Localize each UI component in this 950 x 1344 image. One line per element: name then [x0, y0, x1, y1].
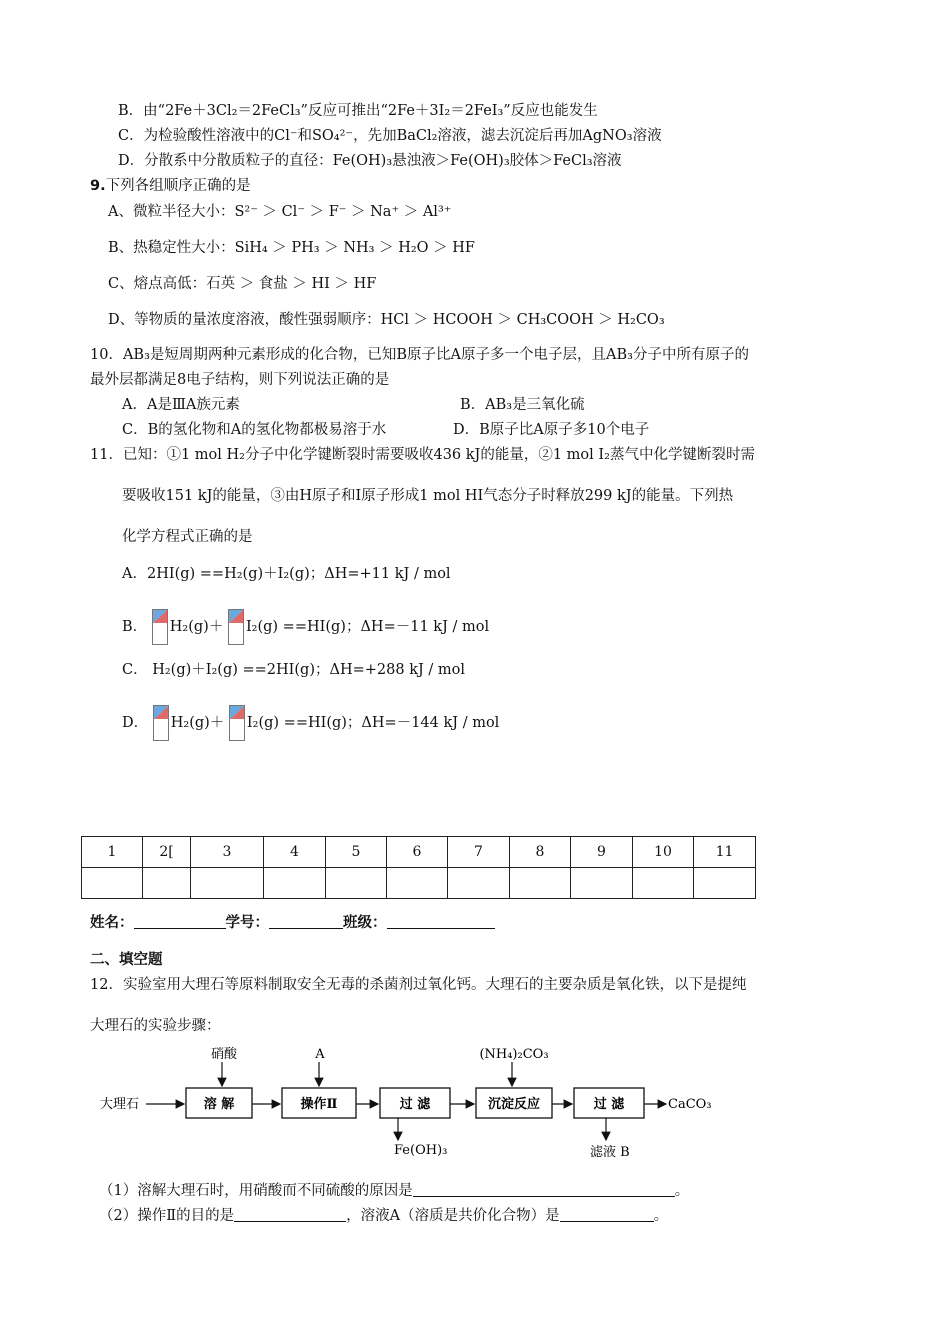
q12-line1: 12．实验室用大理石等原料制取安全无毒的杀菌剂过氧化钙。大理石的主要杂质是氧化铁，以下是提纯: [90, 977, 747, 993]
q12-sub1-end: 。: [674, 1183, 690, 1199]
q11-line3: 化学方程式正确的是: [122, 529, 253, 545]
answer-number: 4: [264, 837, 326, 868]
q11-option-d: [122, 705, 499, 741]
q12-sub2-end: 。: [653, 1208, 669, 1224]
section-title: 二、填空题: [90, 952, 163, 968]
q11-option-b: [122, 609, 489, 645]
answer-number: 8: [510, 837, 571, 868]
q9-option-b: B、热稳定性大小：SiH₄ ＞ PH₃ ＞ NH₃ ＞ H₂O ＞ HF: [108, 240, 475, 256]
flow-step-precipitation-label: 沉淀反应: [487, 1097, 541, 1112]
q11-option-b-part1: H₂(g)＋: [169, 619, 224, 635]
q11-line2: 要吸收151 kJ的能量，③由H原子和I原子形成1 mol HI气态分子时释放299 kJ的能量。下列热: [122, 488, 734, 504]
answer-table: [81, 836, 756, 899]
answer-cell[interactable]: [387, 868, 448, 899]
flow-step-dissolve-label: 溶 解: [203, 1097, 235, 1112]
answer-number: 11: [694, 837, 756, 868]
answer-cell[interactable]: [264, 868, 326, 899]
flow-output-feoh3: Fe(OH)₃: [394, 1143, 448, 1158]
q8-option-b: B．由“2Fe＋3Cl₂＝2FeCl₃”反应可推出“2Fe＋3I₂＝2FeI₃”反应也能发生: [118, 103, 598, 119]
flow-step-operation-2-label: 操作Ⅱ: [300, 1097, 338, 1112]
q11-option-d-part1: H₂(g)＋: [170, 715, 225, 731]
answer-cell[interactable]: [143, 868, 191, 899]
q10-option-d: D．B原子比A原子多10个电子: [453, 422, 650, 438]
answer-cell[interactable]: [82, 868, 143, 899]
answer-number: 2[: [143, 837, 191, 868]
q9-option-a: A、微粒半径大小：S²⁻ ＞ Cl⁻ ＞ F⁻ ＞ Na⁺ ＞ Al³⁺: [108, 204, 452, 220]
flow-end-caco3: CaCO₃: [668, 1097, 712, 1112]
answer-cell[interactable]: [326, 868, 387, 899]
q11-option-c: C． H₂(g)＋I₂(g) ==2HI(g)；ΔH=+288 kJ / mol: [122, 662, 466, 678]
q11-option-b-label: B．: [122, 619, 148, 635]
flow-step-filter-2-label: 过 滤: [593, 1097, 625, 1112]
class-field[interactable]: [387, 912, 495, 929]
answer-number: 9: [571, 837, 633, 868]
answer-number: 3: [191, 837, 264, 868]
q9-stem: [90, 176, 251, 196]
answer-number: 6: [387, 837, 448, 868]
name-label: 姓名：: [90, 915, 134, 931]
q12-sub1: [99, 1180, 689, 1201]
purification-flowchart: [100, 1042, 720, 1164]
flow-step-filter-1-label: 过 滤: [399, 1097, 431, 1112]
flow-start-label: 大理石: [100, 1097, 140, 1112]
student-info-row: [90, 912, 495, 933]
answer-cell[interactable]: [191, 868, 264, 899]
answer-table-header-row: [82, 837, 756, 868]
q10-line2: 最外层都满足8电子结构，则下列说法正确的是: [90, 372, 390, 388]
q11-option-d-label: D．: [122, 715, 149, 731]
q9-option-d: D、等物质的量浓度溶液，酸性强弱顺序：HCl ＞ HCOOH ＞ CH₃COOH ＞ H₂CO₃: [108, 312, 665, 328]
broken-fraction-image-icon: [229, 705, 245, 741]
flow-input-ammonium-carbonate: (NH₄)₂CO₃: [479, 1047, 549, 1062]
q12-sub2-answer-field-1[interactable]: [234, 1205, 346, 1222]
answer-cell[interactable]: [448, 868, 510, 899]
q12-sub2-text: （2）操作Ⅱ的目的是: [99, 1208, 235, 1224]
q10-line1: 10．AB₃是短周期两种元素形成的化合物，已知B原子比A原子多一个电子层，且AB₃分子中所有原子的: [90, 347, 749, 363]
answer-cell[interactable]: [633, 868, 694, 899]
q11-line1: 11．已知：①1 mol H₂分子中化学键断裂时需要吸收436 kJ的能量，②1 mol I₂蒸气中化学键断裂时需: [90, 447, 755, 463]
broken-fraction-image-icon: [152, 609, 168, 645]
answer-cell[interactable]: [694, 868, 756, 899]
q12-line2: 大理石的实验步骤：: [90, 1018, 221, 1034]
answer-cell[interactable]: [510, 868, 571, 899]
q12-sub2: [99, 1205, 668, 1226]
answer-number: 5: [326, 837, 387, 868]
answer-number: 1: [82, 837, 143, 868]
answer-cell[interactable]: [571, 868, 633, 899]
flow-input-nitric-acid: 硝酸: [210, 1047, 238, 1062]
answer-table-answer-row: [82, 868, 756, 899]
broken-fraction-image-icon: [228, 609, 244, 645]
q9-number: 9.: [90, 178, 106, 194]
q11-option-a: A．2HI(g) ==H₂(g)＋I₂(g)；ΔH=+11 kJ / mol: [122, 566, 451, 582]
q11-option-d-part2: I₂(g) ==HI(g)；ΔH=－144 kJ / mol: [246, 715, 500, 731]
class-label: 班级：: [343, 915, 387, 931]
q12-sub1-answer-field[interactable]: [413, 1180, 675, 1197]
q10-option-a: A．A是ⅢA族元素: [122, 397, 240, 413]
q8-option-c: C．为检验酸性溶液中的Cl⁻和SO₄²⁻，先加BaCl₂溶液，滤去沉淀后再加AgNO₃溶液: [118, 128, 662, 144]
q8-option-d: D．分散系中分散质粒子的直径：Fe(OH)₃悬浊液＞Fe(OH)₃胶体＞FeCl₃溶液: [118, 153, 622, 169]
flow-input-a: A: [315, 1047, 325, 1062]
q10-option-b: B．AB₃是三氧化硫: [460, 397, 585, 413]
answer-number: 10: [633, 837, 694, 868]
q11-option-b-part2: I₂(g) ==HI(g)；ΔH=－11 kJ / mol: [245, 619, 490, 635]
student-id-label: 学号：: [225, 915, 269, 931]
student-id-field[interactable]: [269, 912, 343, 929]
q12-sub2-answer-field-2[interactable]: [560, 1205, 654, 1222]
answer-number: 7: [448, 837, 510, 868]
q12-sub2-mid: ，溶液A（溶质是共价化合物）是: [346, 1208, 560, 1224]
name-field[interactable]: [134, 912, 226, 929]
flow-output-filtrate-b: 滤液 B: [590, 1145, 630, 1160]
broken-fraction-image-icon: [153, 705, 169, 741]
q9-option-c: C、熔点高低：石英 ＞ 食盐 ＞ HI ＞ HF: [108, 276, 377, 292]
q10-option-c: C．B的氢化物和A的氢化物都极易溶于水: [122, 422, 387, 438]
q12-sub1-text: （1）溶解大理石时，用硝酸而不同硫酸的原因是: [99, 1183, 413, 1199]
q9-stem-text: 下列各组顺序正确的是: [105, 178, 251, 194]
